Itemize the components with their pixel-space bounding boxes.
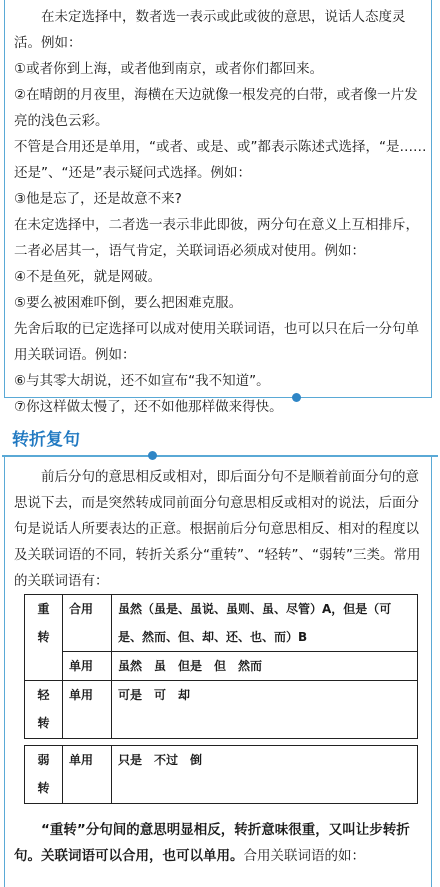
example-1: ①或者你到上海，或者他到南京，或者你们都回来。 (14, 61, 324, 77)
example-5: ⑤要么被困难吓倒，要么把困难克服。 (14, 295, 243, 311)
danyong-label: 单用 (63, 652, 112, 681)
note-3: 先舍后取的已定选择可以成对使用关联词语，也可以只在后一分句单用关联词语。例如： (14, 321, 419, 363)
section1-text (14, 4, 428, 420)
table-cell: 只是 不过 倒 (112, 746, 418, 804)
type-zhong: 重 转 (25, 595, 63, 681)
danyong-label: 单用 (63, 681, 112, 739)
table-cell: 虽然 虽 但是 但 然而 (112, 652, 418, 681)
intro-paragraph: 前后分句的意思相反或相对，即后面分句不是顺着前面分句的意思说下去，而是突然转成同前面分句意思相反或相对的说法，后面分句是说话人所要表达的正意。根据前后分句意思相反、相对的程度以及关联词语的不同，转折关系分“重转”、“轻转”、“弱转”三类。常用的关联词语有： (14, 469, 421, 589)
table-cell: 可是 可 却 (112, 681, 418, 739)
example-6: ⑥与其零大胡说，还不如宣布“我不知道”。 (14, 373, 270, 389)
type-ruo: 弱 转 (25, 746, 63, 804)
tail-text: 合用关联词语的如： (243, 848, 365, 864)
body-paragraph (14, 817, 428, 869)
section2-body (14, 817, 428, 869)
intro-paragraph: 在未定选择中，数者选一表示或此或彼的意思，说话人态度灵活。例如： (14, 9, 406, 51)
example-7: ⑦你这样做太慢了，还不如他那样做来得快。 (14, 399, 283, 415)
note-1: 不管是合用还是单用，“或者、或是、或”都表示陈述式选择，“是……还是”、“还是”表示疑问式选择。例如： (14, 139, 427, 181)
heyong-label: 合用 (63, 595, 112, 652)
table-cell: 虽然（虽是、虽说、虽则、虽、尽管）A，但是（可是、然而、但、却、还、也、而）B (112, 595, 418, 652)
section2-intro (14, 464, 428, 594)
conjunction-table (24, 594, 418, 739)
example-4: ④不是鱼死，就是网破。 (14, 269, 162, 285)
danyong-label: 单用 (63, 746, 112, 804)
note-2: 在未定选择中，二者选一表示非此即彼，两分句在意义上互相排斥，二者必居其一，语气肯定，关联词语必须成对使用。例如： (14, 217, 419, 259)
example-2: ②在晴朗的月夜里，海横在天边就像一根发亮的白带，或者像一片发亮的浅色云彩。 (14, 87, 418, 129)
conjunction-table-2 (24, 745, 418, 804)
section-title: 转折复句 (12, 430, 80, 450)
example-3: ③他是忘了，还是故意不来? (14, 191, 182, 207)
type-qing: 轻 转 (25, 681, 63, 739)
bold-text: “重转”分句间的意思明显相反，转折意味很重，又叫让步转折句。关联词语可以合用，也可以单用。 (14, 822, 410, 864)
